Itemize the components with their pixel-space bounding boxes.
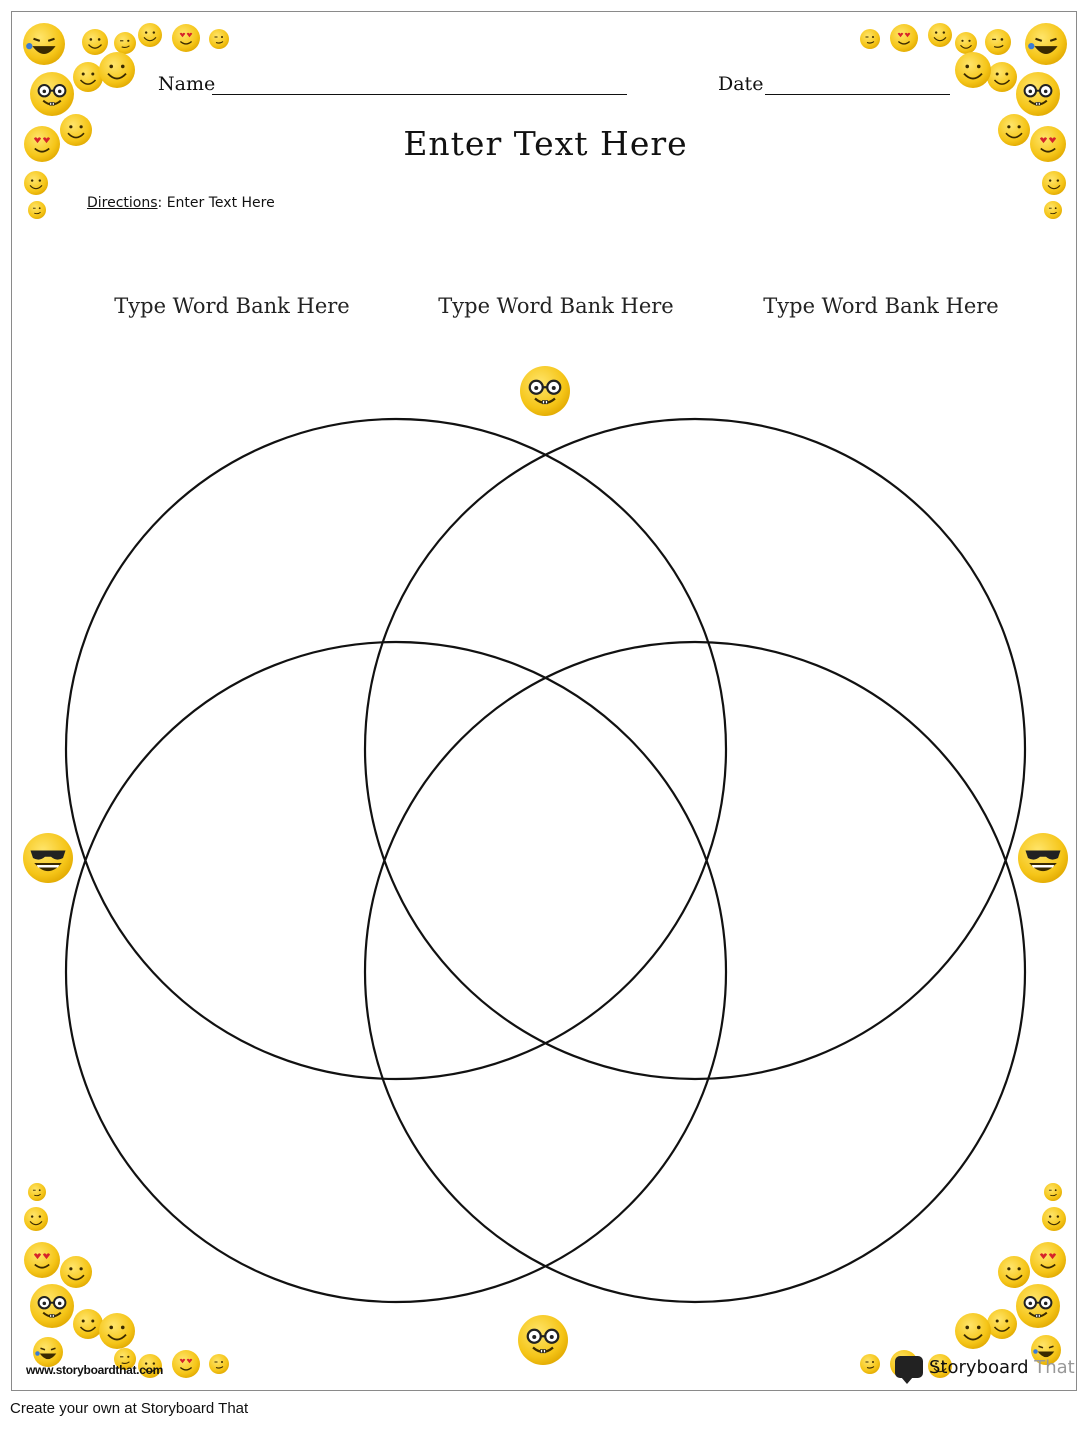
smiling-emoji-icon: [998, 114, 1030, 146]
storyboardthat-logo[interactable]: [895, 1352, 1075, 1382]
smiling-emoji-icon: [60, 1256, 92, 1288]
smiling-emoji-icon: [987, 1309, 1017, 1339]
corner-emojis-bottom-left: [24, 1183, 229, 1378]
laughing-emoji-icon: [23, 23, 65, 65]
winking-emoji-icon: [860, 29, 880, 49]
sunglasses-emoji-icon: [1018, 833, 1068, 883]
smiling-emoji-icon: [928, 23, 952, 47]
venn-circle-top-left[interactable]: [66, 419, 726, 1079]
nerd-emoji-icon: [30, 72, 74, 116]
smiling-emoji-icon: [955, 52, 991, 88]
heart-eyes-emoji-icon: [1030, 126, 1066, 162]
winking-emoji-icon: [209, 29, 229, 49]
corner-emojis-top-left: [23, 23, 229, 219]
smiling-emoji-icon: [73, 1309, 103, 1339]
nerd-emoji-icon: [520, 366, 570, 416]
word-bank-3[interactable]: Type Word Bank Here: [763, 294, 999, 318]
directions-label: Directions: [87, 195, 158, 211]
smiling-emoji-icon: [998, 1256, 1030, 1288]
smiling-emoji-icon: [987, 62, 1017, 92]
smiling-emoji-icon: [138, 23, 162, 47]
smiling-emoji-icon: [60, 114, 92, 146]
smiling-emoji-icon: [955, 32, 977, 54]
smiling-emoji-icon: [82, 29, 108, 55]
winking-emoji-icon: [985, 29, 1011, 55]
date-label: Date: [718, 73, 764, 95]
logo-text: Storyboard That: [929, 1356, 1075, 1378]
smiling-emoji-icon: [99, 52, 135, 88]
word-bank-2[interactable]: Type Word Bank Here: [438, 294, 674, 318]
directions-text: : Enter Text Here: [157, 195, 275, 211]
nerd-emoji-icon: [1016, 72, 1060, 116]
winking-emoji-icon: [28, 1183, 46, 1201]
smiling-emoji-icon: [1042, 171, 1066, 195]
corner-emojis-top-right: [860, 23, 1067, 219]
venn-circles: [66, 419, 1025, 1302]
storyboardthat-url[interactable]: www.storyboardthat.com: [26, 1363, 163, 1377]
venn-circle-bottom-left[interactable]: [66, 642, 726, 1302]
name-label: Name: [158, 73, 216, 95]
smiling-emoji-icon: [24, 171, 48, 195]
smiling-emoji-icon: [24, 1207, 48, 1231]
smiling-emoji-icon: [73, 62, 103, 92]
laughing-emoji-icon: [1025, 23, 1067, 65]
venn-circle-bottom-right[interactable]: [365, 642, 1025, 1302]
smiling-emoji-icon: [955, 1313, 991, 1349]
winking-emoji-icon: [1044, 1183, 1062, 1201]
winking-emoji-icon: [114, 32, 136, 54]
heart-eyes-emoji-icon: [172, 1350, 200, 1378]
corner-emojis-bottom-right: [860, 1183, 1066, 1378]
heart-eyes-emoji-icon: [24, 126, 60, 162]
heart-eyes-emoji-icon: [890, 24, 918, 52]
smiling-emoji-icon: [99, 1313, 135, 1349]
winking-emoji-icon: [1044, 201, 1062, 219]
worksheet-title[interactable]: Enter Text Here: [403, 124, 688, 163]
heart-eyes-emoji-icon: [1030, 1242, 1066, 1278]
nerd-emoji-icon: [1016, 1284, 1060, 1328]
sunglasses-emoji-icon: [23, 833, 73, 883]
nerd-emoji-icon: [30, 1284, 74, 1328]
nerd-emoji-icon: [518, 1315, 568, 1365]
winking-emoji-icon: [28, 201, 46, 219]
smiling-emoji-icon: [1042, 1207, 1066, 1231]
winking-emoji-icon: [860, 1354, 880, 1374]
heart-eyes-emoji-icon: [172, 24, 200, 52]
heart-eyes-emoji-icon: [24, 1242, 60, 1278]
winking-emoji-icon: [209, 1354, 229, 1374]
venn-circle-top-right[interactable]: [365, 419, 1025, 1079]
word-bank-1[interactable]: Type Word Bank Here: [114, 294, 350, 318]
footer-credit[interactable]: Create your own at Storyboard That: [10, 1400, 249, 1417]
speech-bubble-icon: [895, 1356, 923, 1378]
